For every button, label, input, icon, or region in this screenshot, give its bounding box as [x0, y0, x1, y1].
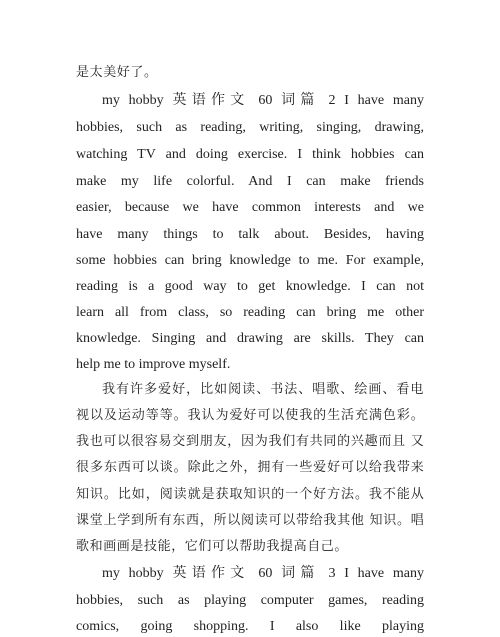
text-line-6: easier, because we have common interests and we: [76, 200, 424, 215]
chinese-line-5: 知识。比如，阅读就是获取知识的一个好方法。我不能从: [76, 487, 424, 502]
text-line-21: comics, going shopping. I also like playing: [76, 619, 424, 634]
text-line-8: some hobbies can bring knowledge to me. For example,: [76, 253, 424, 268]
chinese-line-3: 我也可以很容易交到朋友，因为我们有共同的兴趣而且 又: [76, 434, 424, 449]
text-line-7: have many things to talk about. Besides, having: [76, 227, 424, 242]
text-line-4: watching TV and doing exercise. I think hobbies can: [76, 147, 424, 162]
text-line-9: reading is a good way to get knowledge. I can not: [76, 279, 424, 294]
text-line-11: knowledge. Singing and drawing are skills. They can: [76, 331, 424, 346]
text-line-3: hobbies, such as reading, writing, singing, drawing,: [76, 120, 424, 135]
text-line-20: hobbies, such as playing computer games, reading: [76, 593, 424, 608]
text-line-1: 是太美好了。: [76, 65, 158, 80]
text-line-12: help me to improve myself.: [76, 357, 231, 372]
essay-heading-3: my hobby 英语作文 60 词篇 3 I have many: [102, 566, 424, 581]
text-line-10: learn all from class, so reading can bring me other: [76, 305, 424, 320]
essay-heading-2: my hobby 英语作文 60 词篇 2 I have many: [102, 93, 424, 108]
text-line-5: make my life colorful. And I can make friends: [76, 174, 424, 189]
chinese-line-4: 很多东西可以谈。除此之外，拥有一些爱好可以给我带来: [76, 460, 424, 475]
chinese-line-6: 课堂上学到所有东西，所以阅读可以带给我其他 知识。唱: [76, 513, 424, 528]
chinese-line-7: 歌和画画是技能，它们可以帮助我提高自己。: [76, 539, 349, 554]
chinese-line-2: 视以及运动等等。我认为爱好可以使我的生活充满色彩。: [76, 408, 424, 423]
chinese-line-1: 我有许多爱好，比如阅读、书法、唱歌、绘画、看电: [102, 382, 424, 397]
